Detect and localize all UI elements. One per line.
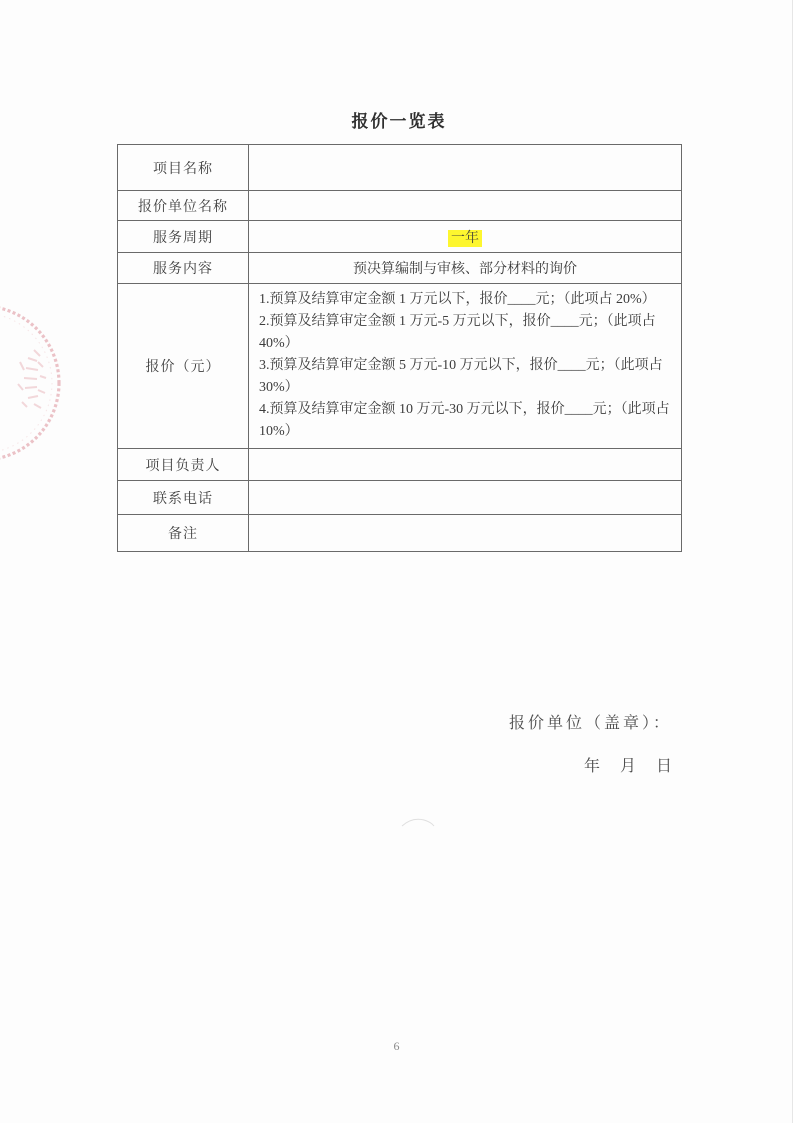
quotation-table bbox=[117, 144, 682, 552]
quotation-tier-1: 1.预算及结算审定金额 1 万元以下，报价____元；（此项占 20%） bbox=[259, 292, 656, 307]
row-value-project-name bbox=[249, 145, 682, 191]
table-row-service-period bbox=[118, 221, 682, 253]
table-row-service-content bbox=[118, 253, 682, 284]
scan-artifact-mark bbox=[398, 812, 438, 832]
row-label-service-period: 服务周期 bbox=[118, 221, 249, 253]
row-value-contact-phone bbox=[249, 481, 682, 515]
page-number: 6 bbox=[393, 1039, 400, 1053]
table-row-contact-phone bbox=[118, 481, 682, 515]
page-title: 报价一览表 bbox=[351, 112, 447, 131]
row-value-bidder-name bbox=[249, 191, 682, 221]
row-label-contact-phone: 联系电话 bbox=[118, 481, 249, 515]
table-row-project-name bbox=[118, 145, 682, 191]
row-value-project-manager bbox=[249, 449, 682, 481]
row-label-service-content: 服务内容 bbox=[118, 253, 249, 284]
table-row-bidder-name bbox=[118, 191, 682, 221]
table-row-project-manager bbox=[118, 449, 682, 481]
quotation-tier-4: 4.预算及结算审定金额 10 万元-30 万元以下，报价____元；（此项占 10%） bbox=[259, 402, 670, 439]
row-label-quotation: 报价（元） bbox=[118, 284, 249, 449]
row-value-service-period bbox=[249, 221, 682, 253]
date-label: 年 月 日 bbox=[584, 758, 675, 775]
row-label-bidder-name: 报价单位名称 bbox=[118, 191, 249, 221]
row-label-remarks: 备注 bbox=[118, 515, 249, 552]
row-value-remarks bbox=[249, 515, 682, 552]
highlighted-service-period: 一年 bbox=[448, 230, 482, 247]
table-row-quotation bbox=[118, 284, 682, 449]
row-value-quotation bbox=[249, 284, 682, 449]
quotation-tier-2: 2.预算及结算审定金额 1 万元-5 万元以下，报价____元；（此项占 40%） bbox=[259, 314, 656, 351]
row-label-project-manager: 项目负责人 bbox=[118, 449, 249, 481]
table-row-remarks bbox=[118, 515, 682, 552]
quotation-tier-3: 3.预算及结算审定金额 5 万元-10 万元以下，报价____元；（此项占 30%） bbox=[259, 358, 663, 395]
red-seal-stamp bbox=[0, 298, 80, 468]
signature-stamp-label: 报价单位（盖章）： bbox=[509, 715, 673, 732]
row-label-project-name: 项目名称 bbox=[118, 145, 249, 191]
row-value-service-content: 预决算编制与审核、部分材料的询价 bbox=[249, 253, 682, 284]
